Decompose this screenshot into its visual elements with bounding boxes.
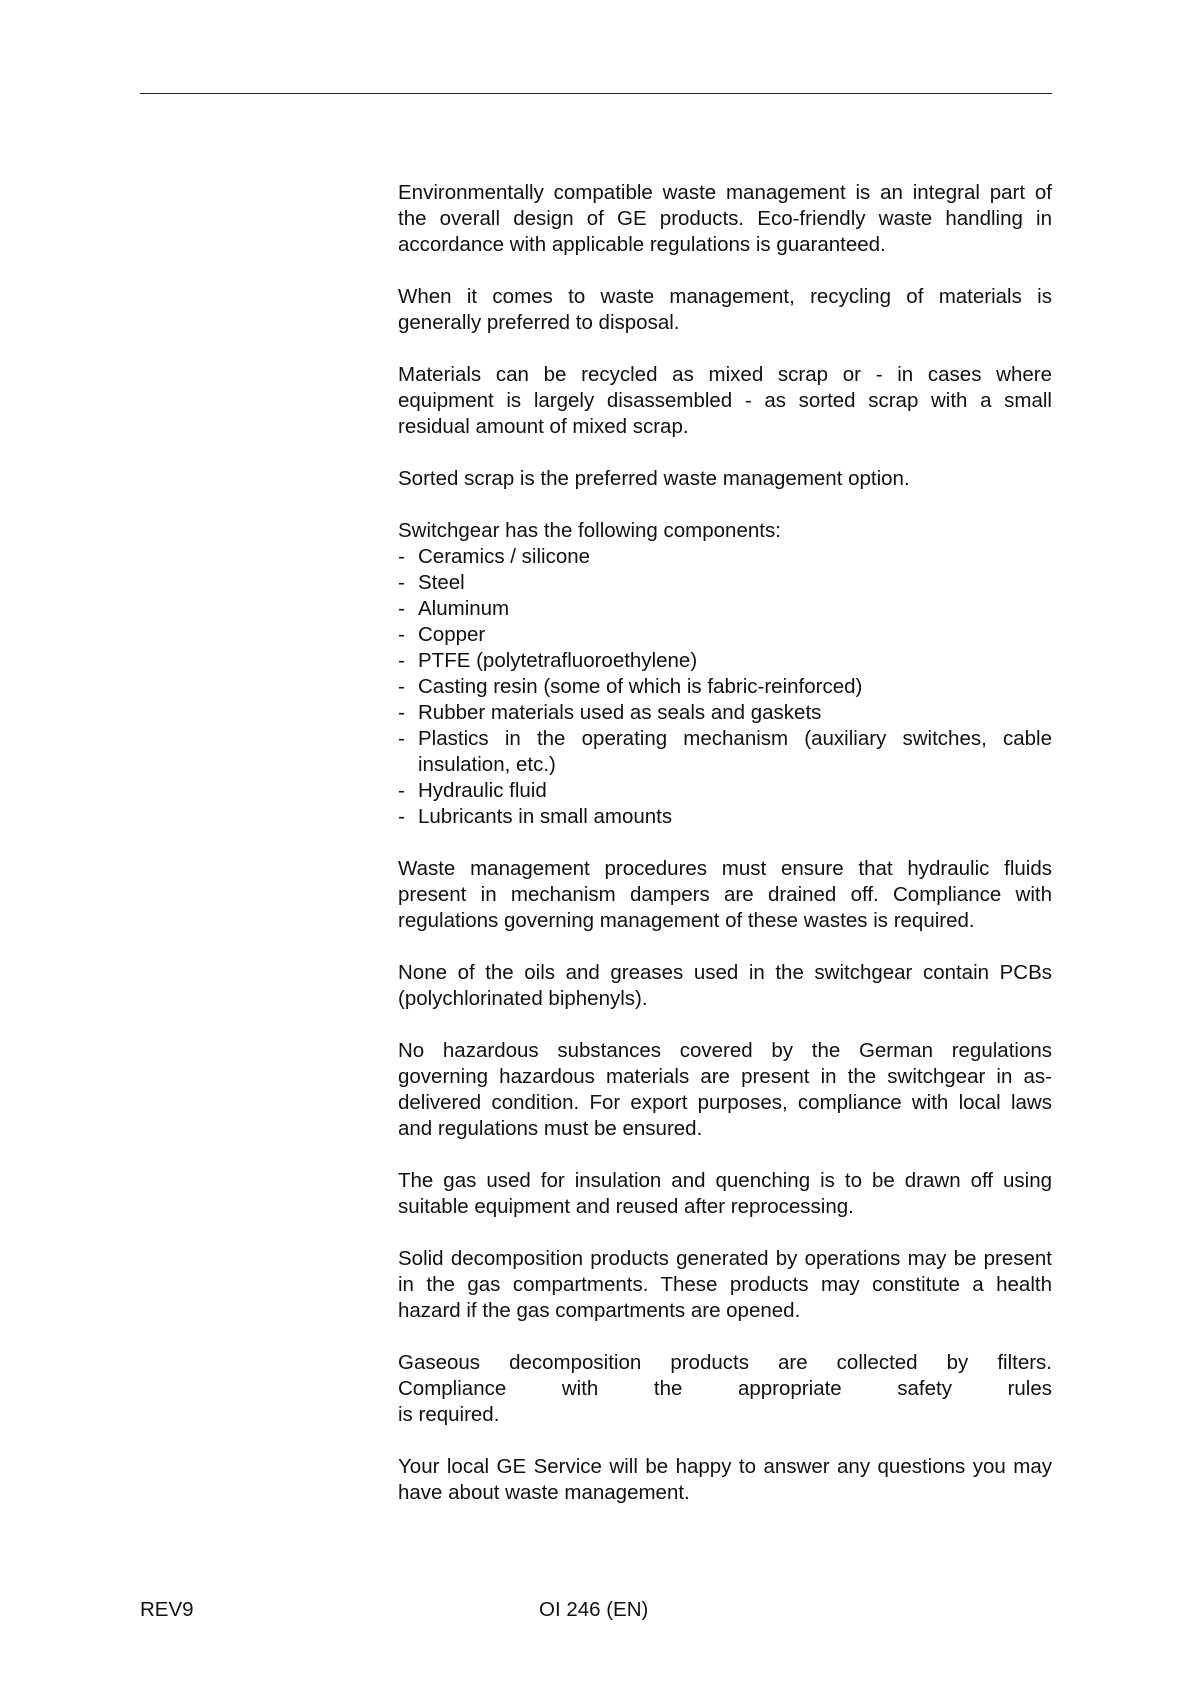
- paragraph-hazardous-substances: No hazardous substances covered by the German regulations governing hazardous materials are present in the switchgear in as-delivered condition. For export purposes, compliance with local laws and regulations must be ensured.: [398, 1039, 1052, 1140]
- list-dash: -: [398, 545, 405, 568]
- list-item-text: Copper: [418, 623, 486, 646]
- list-dash: -: [398, 649, 405, 672]
- list-item-text: Aluminum: [418, 597, 510, 620]
- list-item-text: Plastics in the operating mechanism (auxiliary switches, cable insulation, etc.): [418, 727, 1052, 776]
- list-item: [398, 778, 1052, 804]
- list-dash: -: [398, 675, 405, 698]
- list-dash: -: [398, 571, 405, 594]
- gaseous-line-2: Compliance with the appropriate safety rules: [398, 1377, 1052, 1400]
- paragraph-hydraulic-fluids: Waste management procedures must ensure that hydraulic fluids present in mechanism dampers are drained off. Compliance with regulations governing management of these wastes is required.: [398, 857, 1052, 932]
- list-item-text: Lubricants in small amounts: [418, 805, 673, 828]
- paragraph-solid-decomposition: Solid decomposition products generated by operations may be present in the gas compartments. These products may constitute a health hazard if the gas compartments are opened.: [398, 1247, 1052, 1322]
- list-dash: -: [398, 779, 405, 802]
- paragraph-recycling-preference: When it comes to waste management, recycling of materials is generally preferred to disposal.: [398, 285, 1052, 334]
- list-dash: -: [398, 727, 405, 750]
- list-item-text: Ceramics / silicone: [418, 545, 591, 568]
- list-item: [398, 570, 1052, 596]
- list-item: [398, 544, 1052, 570]
- list-item: [398, 726, 1052, 778]
- list-item: [398, 674, 1052, 700]
- list-item-text: Hydraulic fluid: [418, 779, 547, 802]
- list-dash: -: [398, 623, 405, 646]
- list-item: [398, 622, 1052, 648]
- footer-revision: REV9: [140, 1598, 194, 1621]
- paragraph-gaseous-decomposition: [398, 1350, 1052, 1428]
- list-item-text: PTFE (polytetrafluoroethylene): [418, 649, 698, 672]
- list-dash: -: [398, 701, 405, 724]
- body-content: [398, 180, 1052, 1506]
- components-intro: Switchgear has the following components:: [398, 519, 781, 542]
- list-dash: -: [398, 805, 405, 828]
- gaseous-line-3: is required.: [398, 1403, 500, 1426]
- footer-doc-id: OI 246 (EN): [539, 1598, 649, 1621]
- header-rule: [140, 93, 1052, 94]
- list-item-text: Steel: [418, 571, 465, 594]
- components-list: [398, 544, 1052, 830]
- paragraph-ge-service: Your local GE Service will be happy to answer any questions you may have about waste management.: [398, 1455, 1052, 1504]
- list-dash: -: [398, 597, 405, 620]
- list-item: [398, 648, 1052, 674]
- list-item: [398, 700, 1052, 726]
- list-item: [398, 804, 1052, 830]
- paragraph-pcbs: None of the oils and greases used in the switchgear contain PCBs (polychlorinated biphenyls).: [398, 961, 1052, 1010]
- paragraph-insulation-gas: The gas used for insulation and quenching is to be drawn off using suitable equipment and reused after reprocessing.: [398, 1169, 1052, 1218]
- gaseous-line-1: Gaseous decomposition products are collected by filters.: [398, 1351, 1052, 1374]
- paragraph-mixed-sorted-scrap: Materials can be recycled as mixed scrap or - in cases where equipment is largely disassembled - as sorted scrap with a small residual amount of mixed scrap.: [398, 363, 1052, 438]
- list-item-text: Rubber materials used as seals and gaskets: [418, 701, 822, 724]
- paragraph-waste-management-intro: Environmentally compatible waste management is an integral part of the overall design of GE products. Eco-friendly waste handling in accordance with applicable regulations is guaranteed.: [398, 181, 1052, 256]
- list-item: [398, 596, 1052, 622]
- paragraph-sorted-scrap-option: Sorted scrap is the preferred waste management option.: [398, 467, 910, 490]
- list-item-text: Casting resin (some of which is fabric-reinforced): [418, 675, 863, 698]
